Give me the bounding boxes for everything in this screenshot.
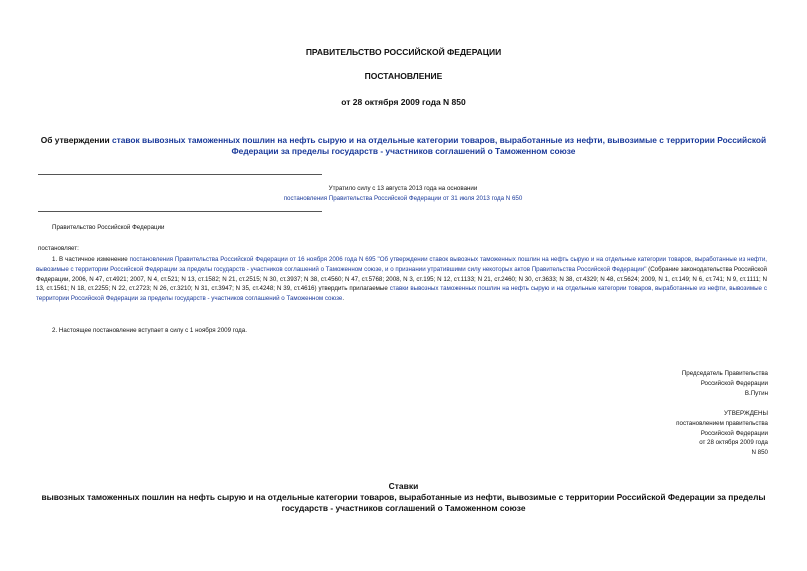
repeal-notice-text: Утратило силу с 13 августа 2013 года на основании [328, 185, 478, 192]
approval-heading: УТВЕРЖДЕНЫ [724, 410, 768, 417]
approval-number: N 850 [751, 449, 768, 457]
signature-name: В.Путин [744, 389, 768, 397]
government-heading: ПРАВИТЕЛЬСТВО РОССИЙСКОЙ ФЕДЕРАЦИИ [305, 47, 502, 57]
paragraph-1 [36, 255, 767, 304]
title-prefix: Об утверждении [40, 135, 112, 145]
paragraph-1-end: . [342, 295, 345, 303]
paragraph-2: 2. Настоящее постановление вступает в силу с 1 ноября 2009 года. [52, 327, 247, 334]
repeal-notice-link[interactable]: постановления Правительства Российской Федерации от 31 июля 2013 года N 650 [283, 194, 523, 202]
document-date-number: от 28 октября 2009 года N 850 [341, 97, 466, 107]
paragraph-1-link-rates[interactable]: ставки вывозных таможенных пошлин на нефть сырую и на отдельные категории товаров, выработанные из нефти, вывозимые с территории Российской Федерации за пределы государств - участников соглашений о Таможенном союзе [36, 285, 767, 303]
approval-block [518, 409, 768, 458]
divider-bottom [38, 211, 322, 212]
paragraph-1-start: 1. В частичное изменение [52, 256, 130, 263]
annex-title: Ставки [388, 481, 419, 491]
approval-date: от 28 октября 2009 года [699, 439, 768, 447]
decrees-text: постановляет: [38, 245, 79, 252]
approval-line-3: Российской Федерации [700, 429, 768, 437]
signature-country: Российской Федерации [700, 379, 768, 387]
signature-position: Председатель Правительства [681, 370, 768, 377]
title-link[interactable]: ставок вывозных таможенных пошлин на нефть сырую и на отдельные категории товаров, выработанные из нефти, вывозимые с территории Российской Федерации за пределы государств - участников соглашений о Таможенном союзе [111, 135, 767, 156]
approval-line-2: постановлением правительства [676, 419, 768, 427]
intro-text: Правительство Российской Федерации [52, 224, 165, 231]
document-type-heading: ПОСТАНОВЛЕНИЕ [364, 71, 443, 81]
paragraph-1-link-decree-695[interactable]: постановления Правительства Российской Федерации от 16 ноября 2006 года N 695 "Об утверждении ставок вывозных таможенных пошлин на нефть сырую и на отдельные категории товаров, выработанные из нефти, вывозимые с территории Российской Федерации за пределы государств - участников соглашений о Таможенном союзе, и о признании утратившими силу некоторых актов Правительства Российской Федерации" [36, 256, 768, 273]
annex-subtitle: вывозных таможенных пошлин на нефть сырую и на отдельные категории товаров, выработанные из нефти, вывозимые с территории Российской Федерации за пределы государств - участников соглашений о Таможенном союзе [41, 492, 766, 513]
document-title [40, 135, 767, 157]
divider-top [38, 174, 322, 175]
paragraph-1-middle: (Собрание законодательства Российской Федерации, 2006, N 47, ст.4921; 2007, N 4, ст.521; N 13, ст.1582; N 21, ст.2515; N 30, ст.3937; N 38, ст.4560; N 47, ст.5768; 2008, N 3, ст.195; N 12, ст.1133; N 21, ст.2460; N 30, ст.3633; N 38, ст.4329; N 48, ст.5624; 2009, N 1, ст.149; N 6, ст.741; N 9, ст.1111; N 13, ст.1561; N 18, ст.2255; N 22, ст.2723; N 26, ст.3210; N 31, ст.3947; N 35, ст.4248; N 39, ст.4616) утвердить прилагаемые [36, 265, 768, 293]
signature-block [518, 369, 768, 398]
repeal-notice [198, 184, 608, 203]
